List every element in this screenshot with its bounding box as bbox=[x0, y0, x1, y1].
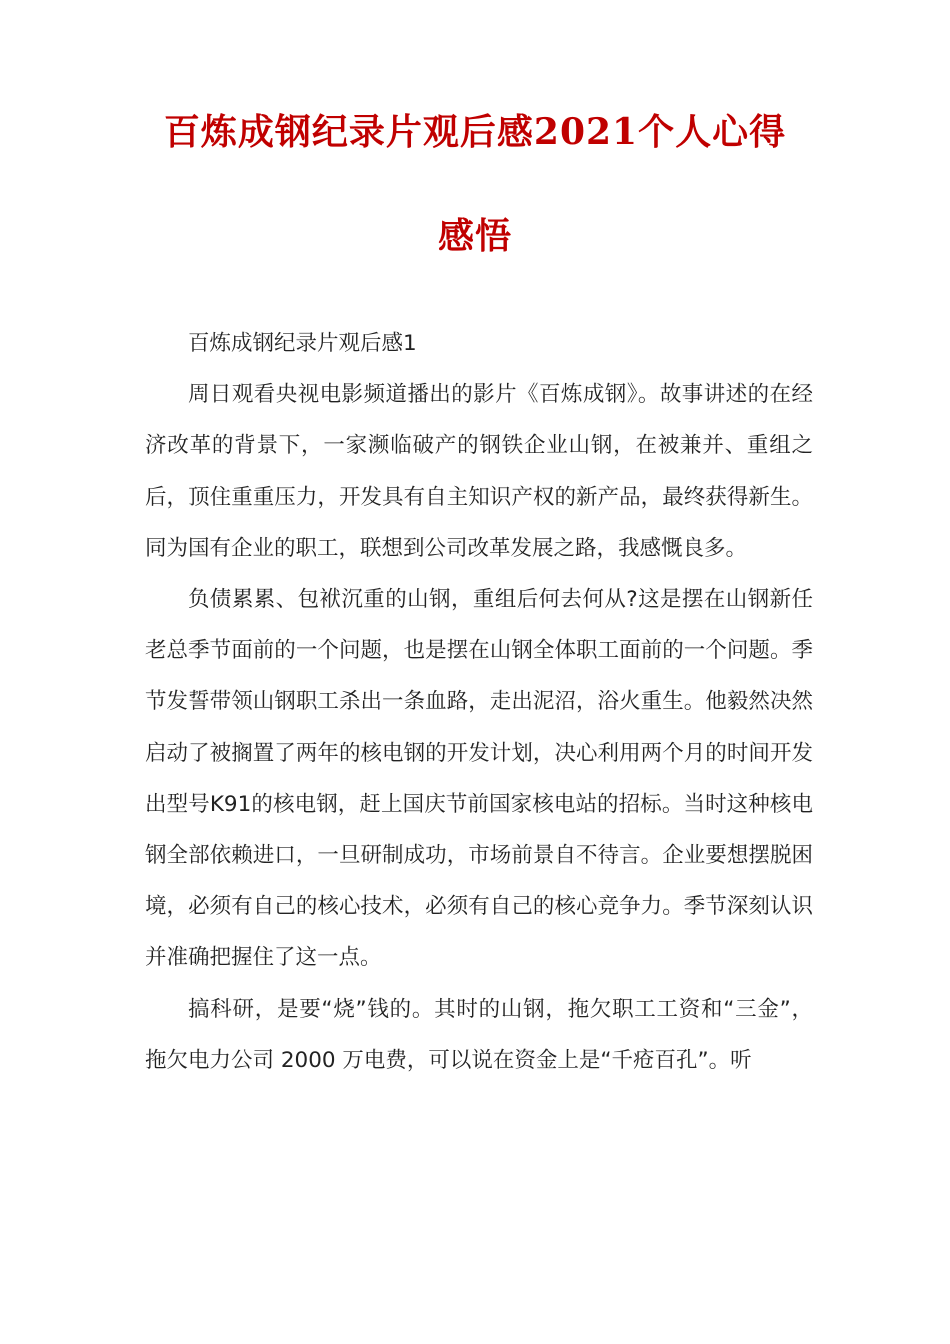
document-body bbox=[145, 318, 813, 1086]
body-paragraph: 周日观看央视电影频道播出的影片《百炼成钢》。故事讲述的在经济改革的背景下，一家濒临破产的钢铁企业山钢，在被兼并、重组之后，顶住重重压力，开发具有自主知识产权的新产品，最终获得新生。同为国有企业的职工，联想到公司改革发展之路，我感慨良多。 bbox=[145, 382, 813, 561]
document-title-line-2: 感悟 bbox=[437, 215, 512, 257]
body-paragraph: 负债累累、包袱沉重的山钢，重组后何去何从?这是摆在山钢新任老总季节面前的一个问题，也是摆在山钢全体职工面前的一个问题。季节发誓带领山钢职工杀出一条血路，走出泥沼，浴火重生。他毅然决然启动了被搁置了两年的核电钢的开发计划，决心利用两个月的时间开发出型号K91的核电钢，赶上国庆节前国家核电站的招标。当时这种核电钢全部依赖进口，一旦研制成功，市场前景自不待言。企业要想摆脱困境，必须有自己的核心技术，必须有自己的核心竞争力。季节深刻认识并准确把握住了这一点。 bbox=[145, 587, 813, 971]
body-paragraph: 搞科研，是要“烧”钱的。其时的山钢，拖欠职工工资和“三金”，拖欠电力公司 2000 万电费，可以说在资金上是“千疮百孔”。听 bbox=[145, 996, 813, 1073]
document-title-line-1: 百炼成钢纪录片观后感2021个人心得 bbox=[163, 111, 787, 153]
section-heading: 百炼成钢纪录片观后感1 bbox=[188, 331, 417, 356]
